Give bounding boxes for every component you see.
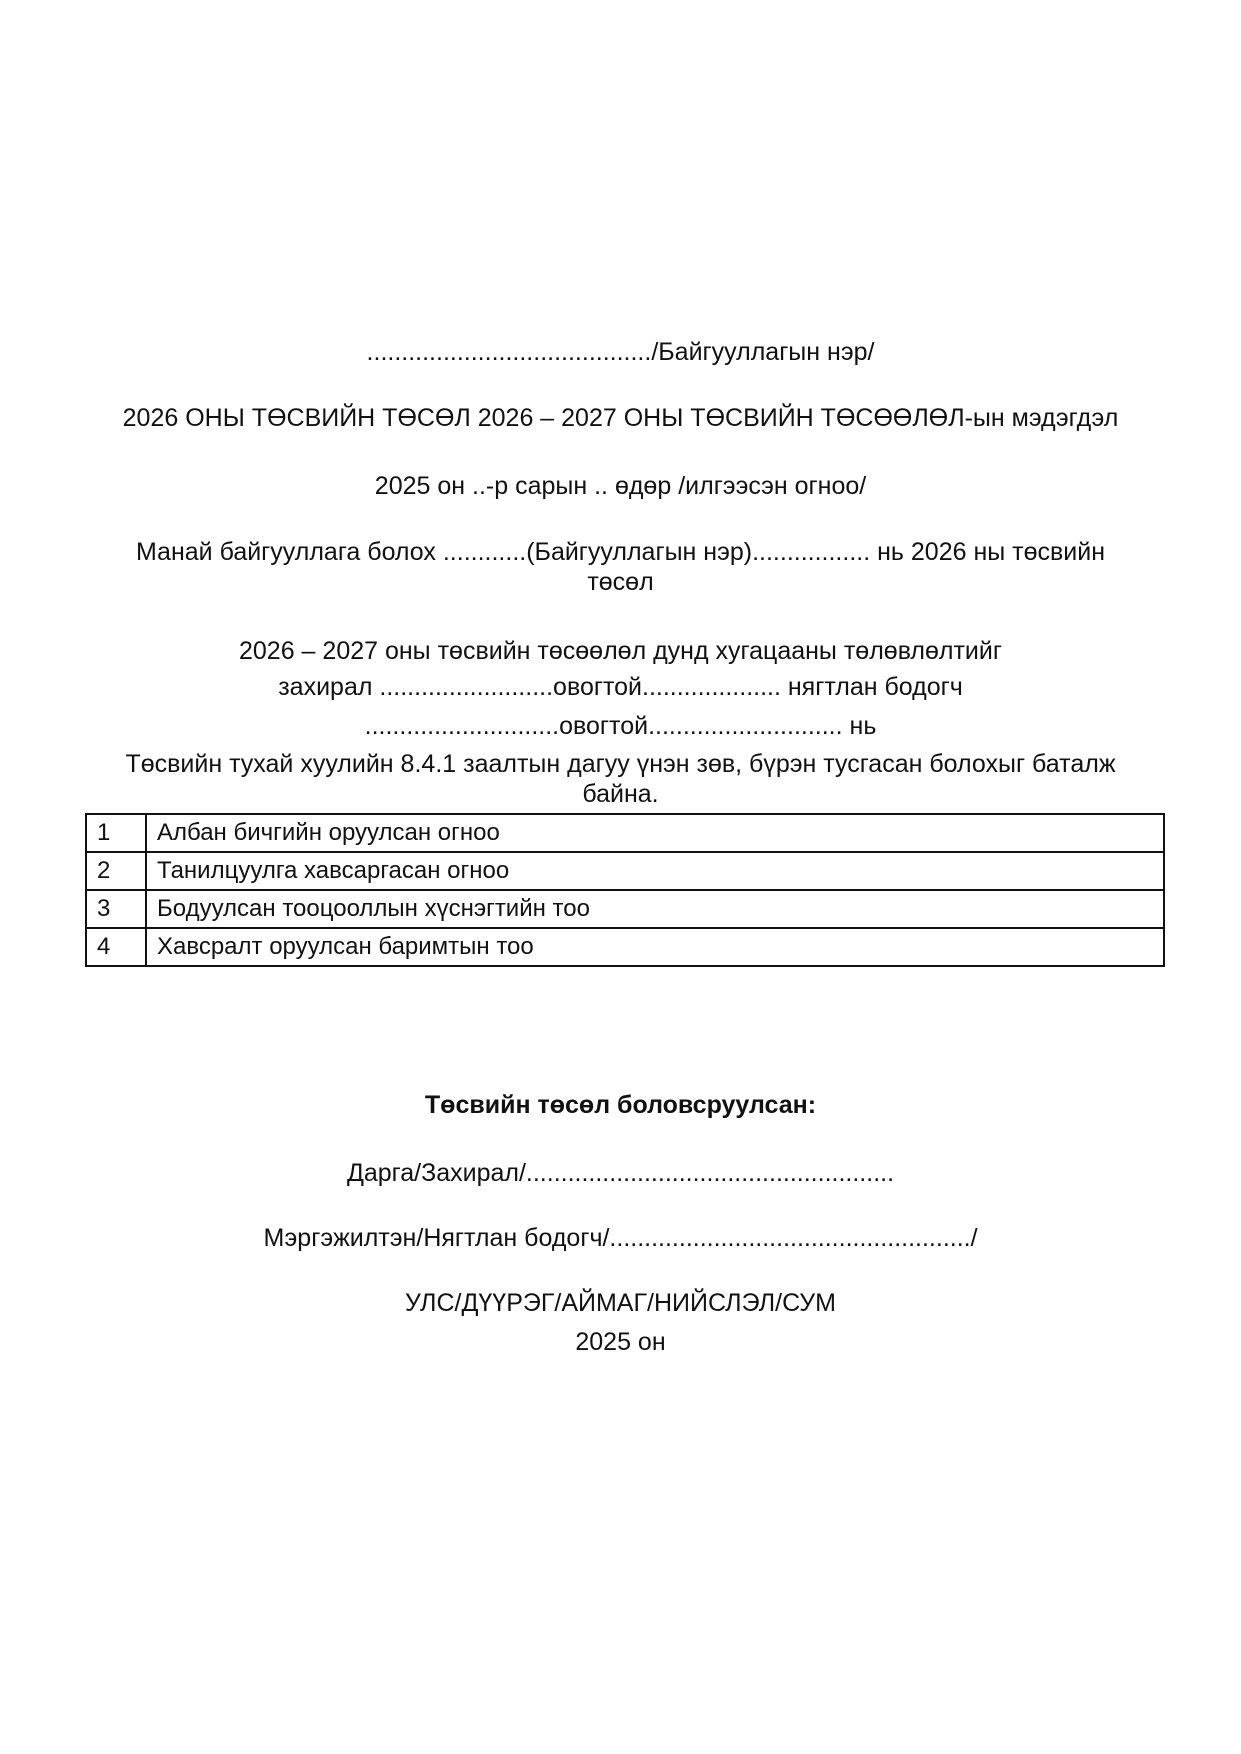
year-line: 2025 он (575, 1328, 666, 1356)
table-row (86, 890, 1164, 928)
row-number: 3 (86, 890, 146, 928)
table-row (86, 928, 1164, 966)
table-row (86, 852, 1164, 890)
accountant-signature-line: Мэргэжилтэн/Нягтлан бодогч/..................................................../ (263, 1224, 978, 1252)
organization-name-line: ........................................./Байгууллагын нэр/ (366, 338, 875, 366)
prepared-by-heading: Төсвийн төсөл боловсруулсан: (424, 1091, 817, 1119)
director-signature-line: Дарга/Захирал/..................................................... (346, 1159, 895, 1187)
paragraph-organization: Манай байгууллага болох ............(Байгууллагын нэр)................. нь 2026 ны төсвийн төсөл (135, 538, 1106, 596)
table-row (86, 814, 1164, 852)
row-label: Танилцуулга хавсаргасан огноо (146, 852, 1164, 890)
paragraph-confirmation: Төсвийн тухай хуулийн 8.4.1 заалтын дагуу үнэн зөв, бүрэн тусгасан болохыг баталж байна. (125, 750, 1116, 808)
row-label: Албан бичгийн оруулсан огноо (146, 814, 1164, 852)
row-number: 2 (86, 852, 146, 890)
row-number: 4 (86, 928, 146, 966)
attachments-table (85, 813, 1165, 967)
paragraph-director-line: захирал .........................овогтой.................... нягтлан бодогч (278, 673, 963, 701)
date-line: 2025 он ..-р сарын .. өдөр /илгээсэн огноо/ (374, 472, 867, 500)
paragraph-accountant-line: ............................овогтой............................ нь (364, 712, 877, 740)
document-title: 2026 ОНЫ ТӨСВИЙН ТӨСӨЛ 2026 – 2027 ОНЫ ТӨСВИЙН ТӨСӨӨЛӨЛ-ын мэдэгдэл (122, 404, 1119, 432)
row-number: 1 (86, 814, 146, 852)
row-label: Бодуулсан тооцооллын хүснэгтийн тоо (146, 890, 1164, 928)
row-label: Хавсралт оруулсан баримтын тоо (146, 928, 1164, 966)
location-line: УЛС/ДҮҮРЭГ/АЙМАГ/НИЙСЛЭЛ/СУМ (405, 1289, 836, 1317)
paragraph-planning-line: 2026 – 2027 оны төсвийн төсөөлөл дунд хугацааны төлөвлөлтийг (239, 637, 1002, 665)
